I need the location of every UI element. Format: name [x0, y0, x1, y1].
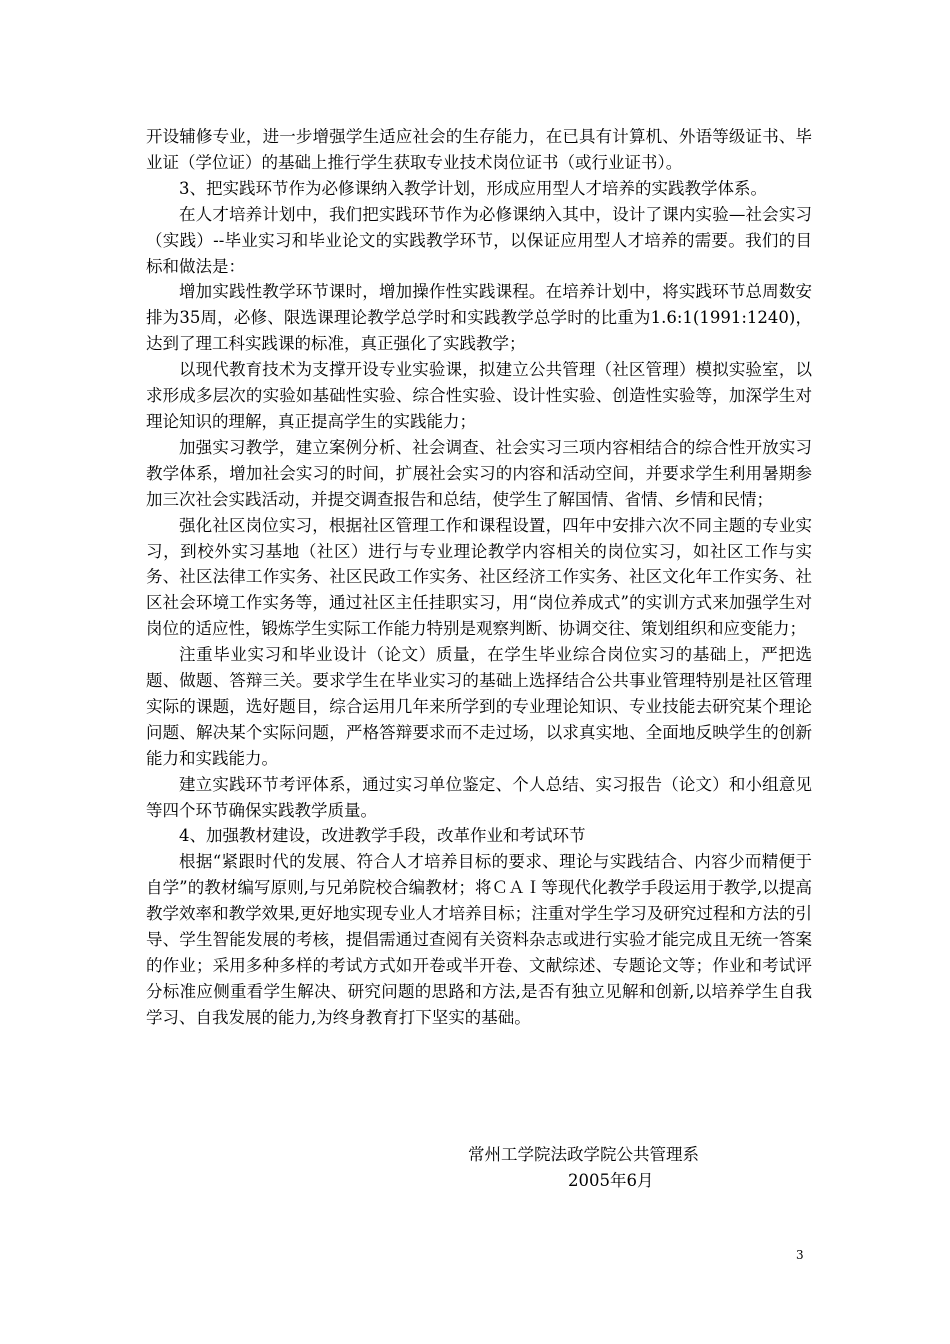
paragraph: 根据“紧跟时代的发展、符合人才培养目标的要求、理论与实践结合、内容少而精便于自学”的教材编写原则,与兄弟院校合编教材；将ＣＡＩ等现代化教学手段运用于教学,以提高教学效率和教学效果,更好地实现专业人才培养目标；注重对学生学习及研究过程和方法的引导、学生智能发展的考核，提倡需通过查阅有关资料杂志或进行实验才能完成且无统一答案的作业；采用多种多样的考试方式如开卷或半开卷、文献综述、专题论文等；作业和考试评分标准应侧重看学生解决、研究问题的思路和方法,是否有独立见解和创新,以培养学生自我学习、自我发展的能力,为终身教育打下坚实的基础。: [146, 852, 812, 1027]
page-number: 3: [796, 1248, 804, 1262]
paragraph: 增加实践性教学环节课时，增加操作性实践课程。在培养计划中，将实践环节总周数安排为35周，必修、限选课理论教学总学时和实践教学总学时的比重为1.6:1(1991:1240)，达到了理工科实践课的标准，真正强化了实践教学；: [146, 282, 812, 354]
paragraph-continuation: 开设辅修专业，进一步增强学生适应社会的生存能力，在已具有计算机、外语等级证书、毕业证（学位证）的基础上推行学生获取专业技术岗位证书（或行业证书）。: [146, 127, 812, 172]
paragraph: 加强实习教学，建立案例分析、社会调查、社会实习三项内容相结合的综合性开放实习教学体系，增加社会实习的时间，扩展社会实习的内容和活动空间，并要求学生利用暑期参加三次社会实践活动，并提交调查报告和总结，使学生了解国情、省情、乡情和民情；: [146, 437, 812, 509]
paragraph: 以现代教育技术为支撑开设专业实验课，拟建立公共管理（社区管理）模拟实验室，以求形成多层次的实验如基础性实验、综合性实验、设计性实验、创造性实验等，加深学生对理论知识的理解，真正提高学生的实践能力；: [146, 360, 812, 431]
paragraph: 强化社区岗位实习，根据社区管理工作和课程设置，四年中安排六次不同主题的专业实习，到校外实习基地（社区）进行与专业理论教学内容相关的岗位实习，如社区工作与实务、社区法律工作实务、社区民政工作实务、社区经济工作实务、社区文化年工作实务、社区社会环境工作实务等，通过社区主任挂职实习，用“岗位养成式”的实训方式来加强学生对岗位的适应性，锻炼学生实际工作能力特别是观察判断、协调交往、策划组织和应变能力；: [146, 515, 812, 639]
section-heading-4: 4、加强教材建设，改进教学手段，改革作业和考试环节: [179, 826, 586, 846]
signature-date: 2005年6月: [568, 1171, 654, 1190]
paragraph: 建立实践环节考评体系，通过实习单位鉴定、个人总结、实习报告（论文）和小组意见等四个环节确保实践教学质量。: [146, 774, 812, 820]
section-heading-3: 3、把实践环节作为必修课纳入教学计划，形成应用型人才培养的实践教学体系。: [179, 178, 767, 198]
paragraph: 在人才培养计划中，我们把实践环节作为必修课纳入其中，设计了课内实验—社会实习（实践）--毕业实习和毕业论文的实践教学环节，以保证应用型人才培养的需要。我们的目标和做法是：: [146, 204, 812, 276]
document-body: [146, 124, 812, 1031]
signature-organization: 常州工学院法政学院公共管理系: [468, 1145, 699, 1164]
paragraph: 注重毕业实习和毕业设计（论文）质量，在学生毕业综合岗位实习的基础上，严把选题、做题、答辩三关。要求学生在毕业实习的基础上选择结合公共事业管理特别是社区管理实际的课题，选好题目，综合运用几年来所学到的专业理论知识、专业技能去研究某个理论问题、解决某个实际问题，严格答辩要求而不走过场，以求真实地、全面地反映学生的创新能力和实践能力。: [146, 645, 812, 768]
